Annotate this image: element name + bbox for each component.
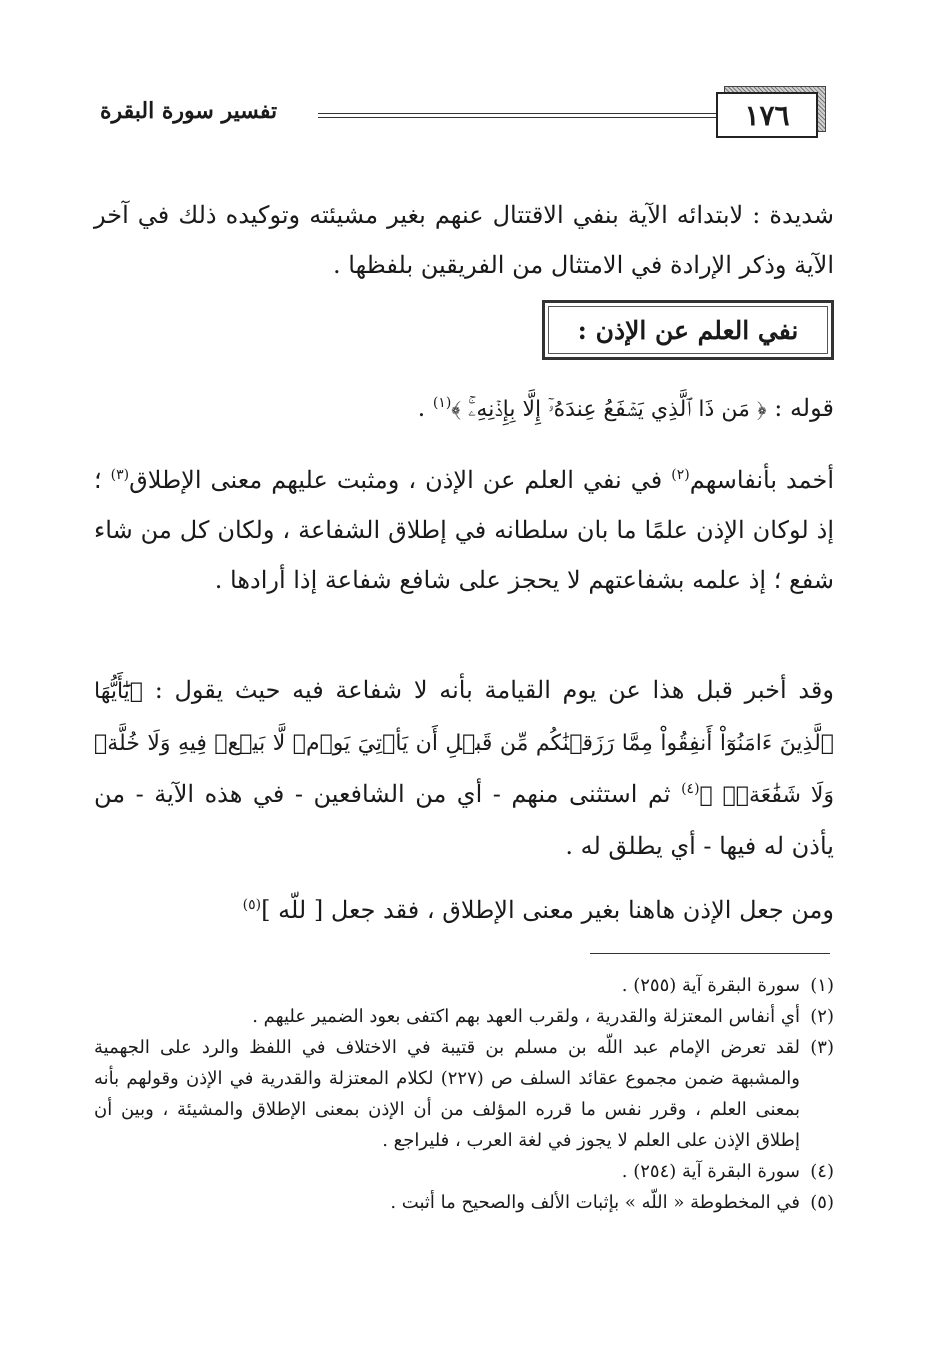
footnote-item bbox=[94, 1001, 834, 1032]
footnote-number: (١) bbox=[810, 975, 834, 996]
footnote-number: (٤) bbox=[810, 1161, 834, 1182]
quran-verse-2: ﴿يَٰٓأَيُّهَا ٱلَّذِينَ ءَامَنُوٓاْ أَنفِقُواْ مِمَّا رَزَقۡنَٰكُم مِّن قَبۡلِ أَن يَأۡتِيَ يَوۡمٞ لَّا بَيۡعٞ فِيهِ وَلَا خُلَّةٞ وَلَا شَفَٰعَةٞۗ ﴾ bbox=[94, 679, 834, 808]
footnotes bbox=[94, 970, 834, 1218]
footnote-text: سورة البقرة آية (٢٥٤) . bbox=[621, 1161, 800, 1182]
paragraph-2-end: . bbox=[417, 394, 433, 422]
paragraph-3 bbox=[94, 455, 834, 605]
footnote-item bbox=[94, 1187, 834, 1218]
paragraph-4-part1: وقد أخبر قبل هذا عن يوم القيامة بأنه لا شفاعة فيه حيث يقول : bbox=[143, 676, 834, 704]
paragraph-5-text: ومن جعل الإذن هاهنا بغير معنى الإطلاق ، فقد جعل [ للّه ] bbox=[261, 896, 834, 924]
page-number: ١٧٦ bbox=[716, 92, 818, 138]
paragraph-1: شديدة : لابتدائه الآية بنفي الاقتتال عنهم بغير مشيئته وتوكيده ذلك في آخر الآية وذكر الإرادة في الامتثال من الفريقين بلفظها . bbox=[94, 201, 834, 279]
header-rule bbox=[318, 113, 716, 118]
footnote-text: لقد تعرض الإمام عبد اللّه بن مسلم بن قتيبة في الاختلاف في اللفظ والرد على الجهمية والمشبهة ضمن مجموع عقائد السلف ص (٢٢٧) لكلام المعتزلة والقدرية في الإذن وقولهم بأنه بمعنى العلم ، وقرر نفس ما قرره المؤلف من أن الإذن بمعنى الإطلاق والمشيئة ، وبين أن إطلاق الإذن على العلم لا يجوز في لغة العرب ، فليراجع . bbox=[94, 1037, 800, 1151]
paragraph-3-part3: ؛ إذ لوكان الإذن علمًا ما بان سلطانه في إطلاق الشفاعة ، ولكان كل من شاء شفع ؛ إذ علمه بشفاعتهم لا يحجز على شافع شفاعة إذا أرادها . bbox=[94, 466, 834, 594]
section-heading-box bbox=[542, 300, 834, 360]
section-heading: نفي العلم عن الإذن : bbox=[548, 306, 828, 354]
footnote-separator bbox=[590, 953, 830, 954]
footnote-ref-5[interactable]: (٥) bbox=[242, 897, 262, 913]
footnote-ref-2[interactable]: (٢) bbox=[671, 467, 690, 483]
paragraph-2 bbox=[94, 383, 834, 435]
quran-verse-1: ﴿ مَن ذَا ٱلَّذِي يَشۡفَعُ عِندَهُۥٓ إِلَّا بِإِذۡنِهِۦۚ ﴾ bbox=[451, 397, 767, 422]
footnote-ref-1[interactable]: (١) bbox=[432, 395, 452, 411]
footnote-item bbox=[94, 1032, 834, 1156]
running-title: تفسير سورة البقرة bbox=[100, 98, 278, 124]
footnote-number: (٢) bbox=[810, 1006, 834, 1027]
paragraph-3-part2: في نفي العلم عن الإذن ، ومثبت عليهم معنى الإطلاق bbox=[129, 466, 672, 494]
page-header bbox=[0, 86, 952, 146]
footnote-text: أي أنفاس المعتزلة والقدرية ، ولقرب العهد بهم اكتفى بعود الضمير عليهم . bbox=[252, 1006, 800, 1027]
footnote-text: سورة البقرة آية (٢٥٥) . bbox=[621, 975, 800, 996]
footnote-ref-3[interactable]: (٣) bbox=[110, 467, 130, 483]
footnote-item bbox=[94, 1156, 834, 1187]
footnote-item bbox=[94, 970, 834, 1001]
paragraph-3-part1: أخمد بأنفاسهم bbox=[689, 466, 835, 494]
footnote-number: (٣) bbox=[810, 1037, 834, 1058]
footnote-ref-4[interactable]: (٤) bbox=[681, 781, 700, 797]
paragraph-5 bbox=[94, 885, 834, 935]
paragraph-4 bbox=[94, 665, 834, 871]
footnote-text: في المخطوطة « اللّه » بإثبات الألف والصحيح ما أثبت . bbox=[390, 1192, 800, 1213]
footnote-number: (٥) bbox=[810, 1192, 834, 1213]
paragraph-2-intro: قوله : bbox=[766, 394, 834, 422]
paragraph-4-part2: ثم استثنى منهم - أي من الشافعين - في هذه الآية - من يأذن له فيها - أي يطلق له . bbox=[94, 780, 834, 860]
